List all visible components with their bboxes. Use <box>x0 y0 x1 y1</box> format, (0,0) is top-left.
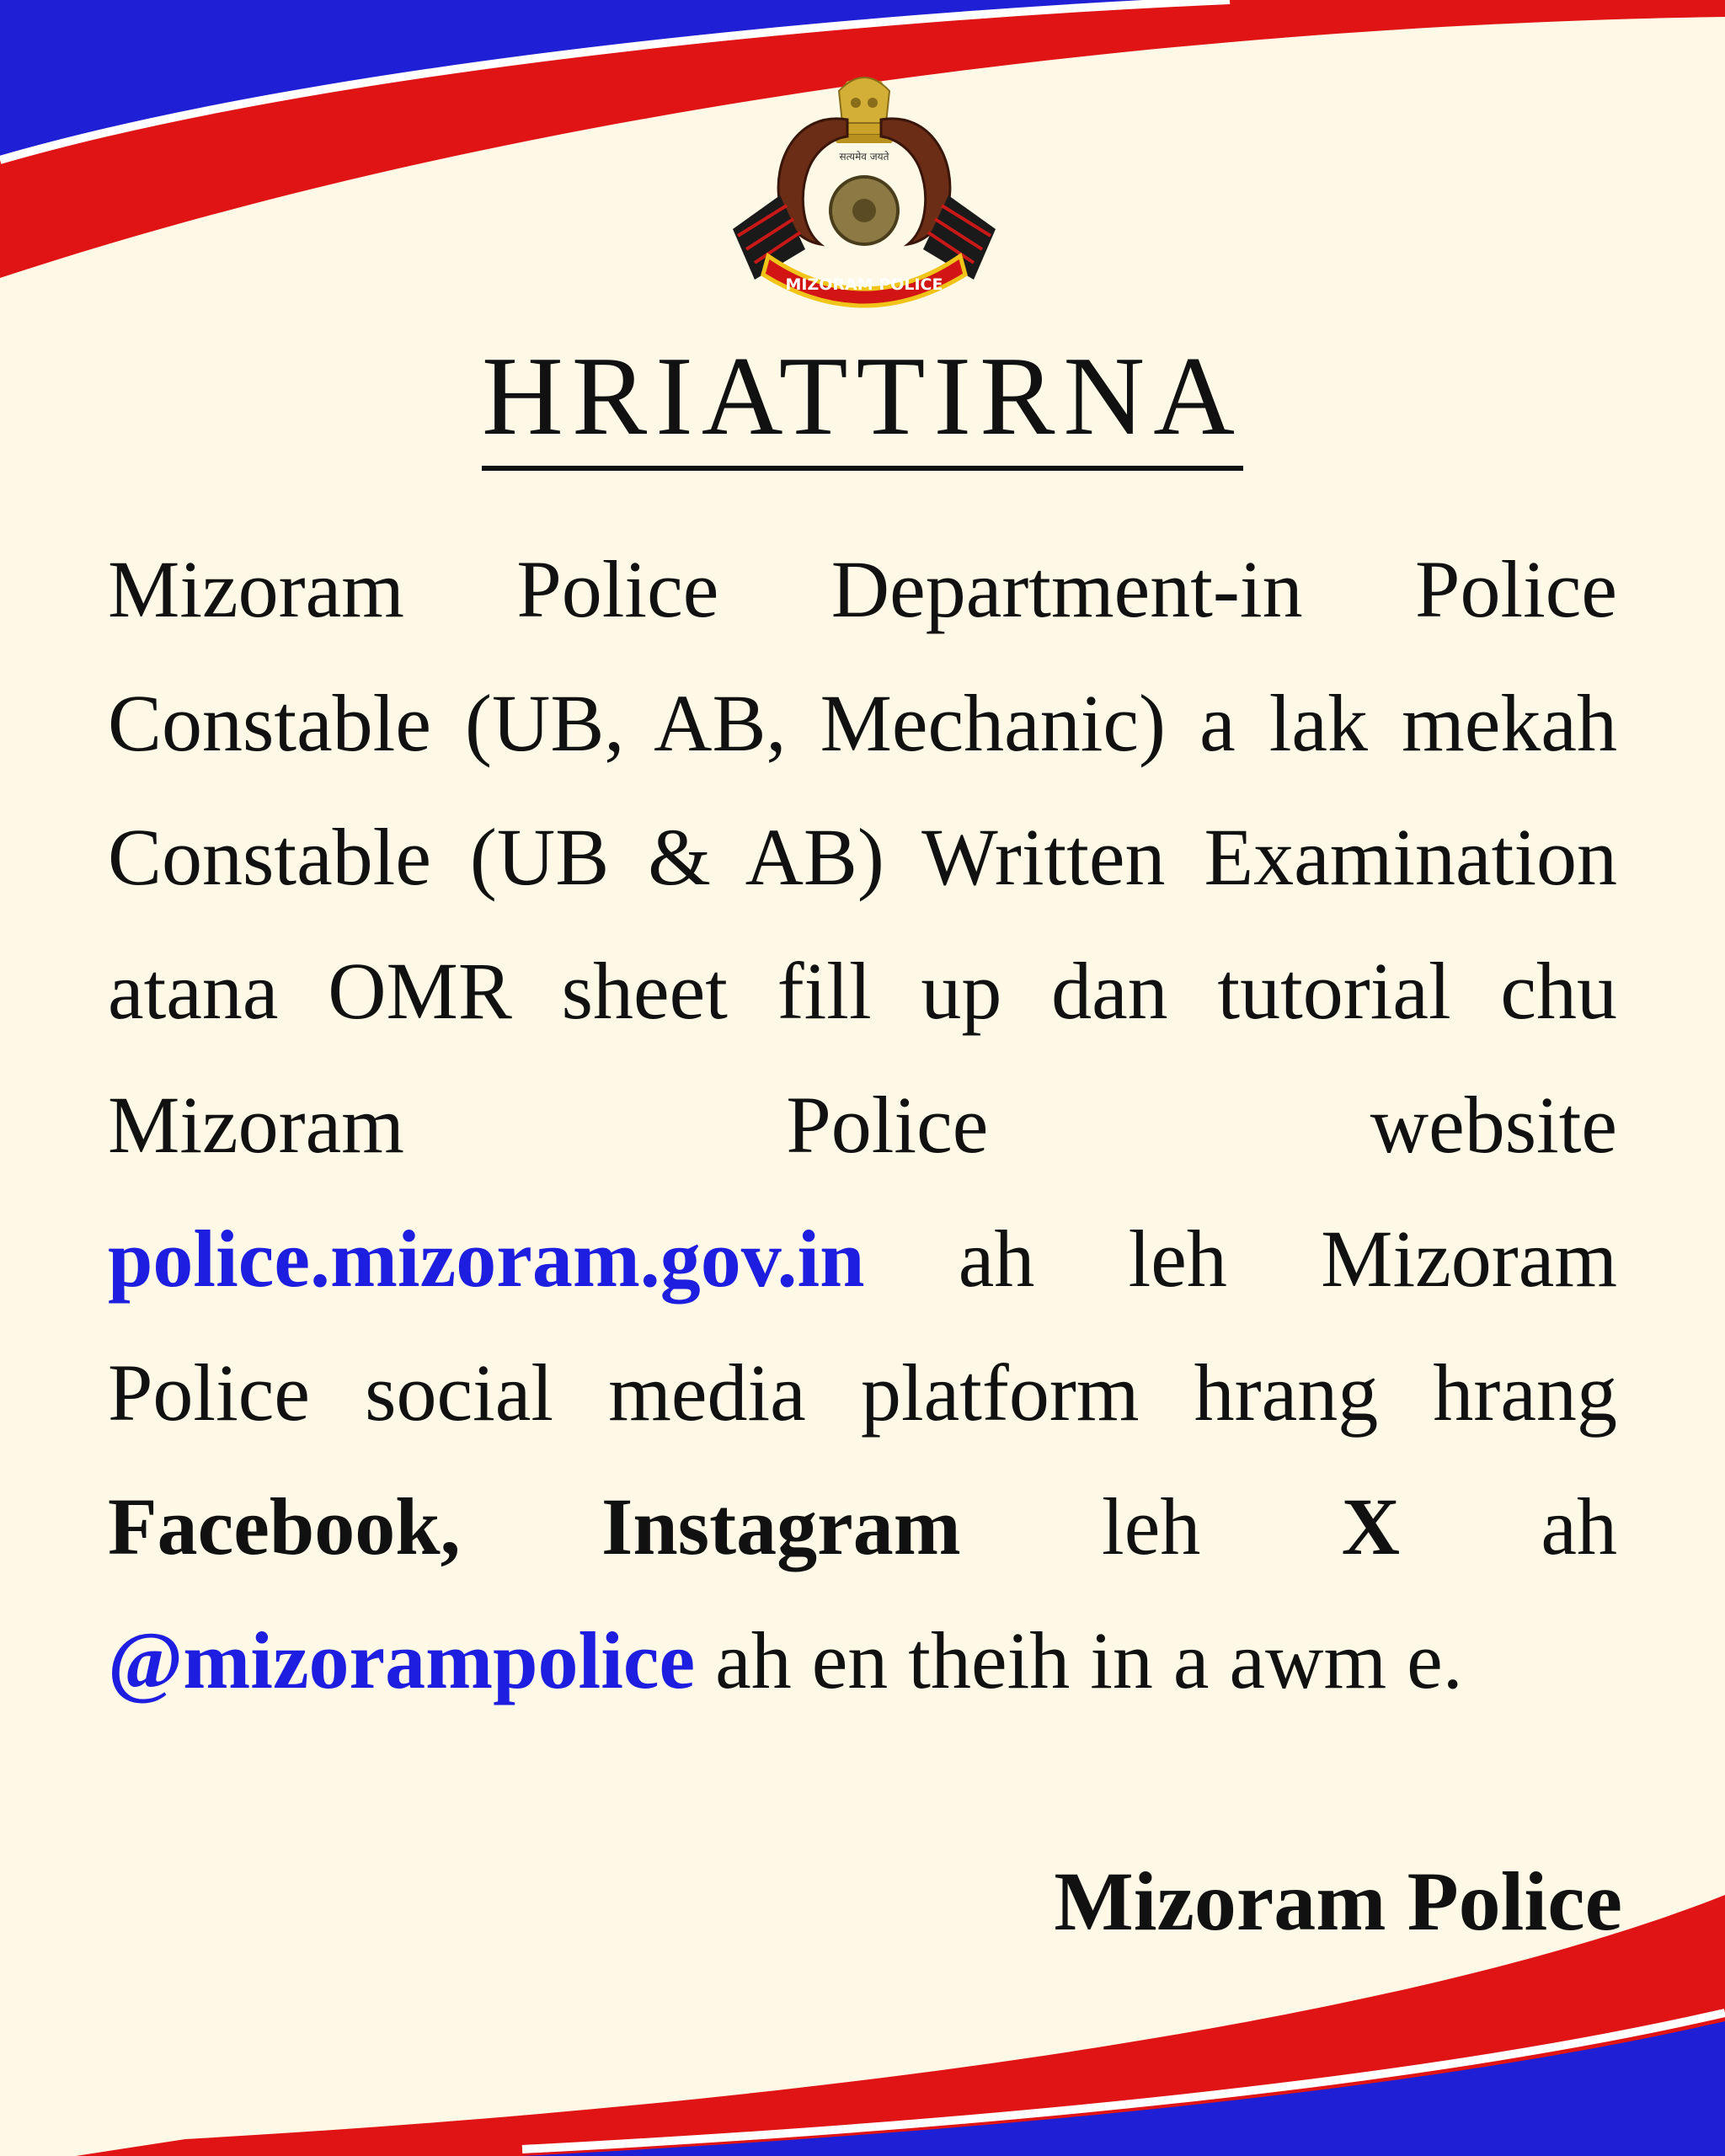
notice-body <box>108 522 1617 1727</box>
platform-names: Facebook, Instagram <box>108 1481 961 1572</box>
notice-title: HRIATTIRNA <box>482 337 1243 471</box>
body-text-part5: ah en theih in a awm e. <box>715 1615 1463 1705</box>
body-text-part4: ah <box>1541 1481 1618 1572</box>
emblem-motto: सत्यमेव जयते <box>839 151 889 163</box>
signature: Mizoram Police <box>1054 1854 1622 1948</box>
body-text-part3: leh <box>1102 1481 1201 1572</box>
body-text-part1: Mizoram Police Department-in Police Constable (UB, AB, Mechanic) a lak mekah Constable (UB & AB) Written Examination atana OMR sheet fill up dan tutorial chu Mizoram Police website <box>108 544 1617 1170</box>
title-container <box>0 334 1725 471</box>
website-link[interactable]: police.mizoram.gov.in <box>108 1214 865 1304</box>
emblem-banner-text: MIZORAM POLICE <box>785 275 943 294</box>
platform-x: X <box>1341 1481 1401 1572</box>
body-text-part2: ah leh Mizoram Police social media platform hrang hrang <box>108 1214 1618 1438</box>
social-handle-link[interactable]: @mizorampolice <box>108 1615 696 1705</box>
mizoram-police-emblem <box>721 69 1007 322</box>
